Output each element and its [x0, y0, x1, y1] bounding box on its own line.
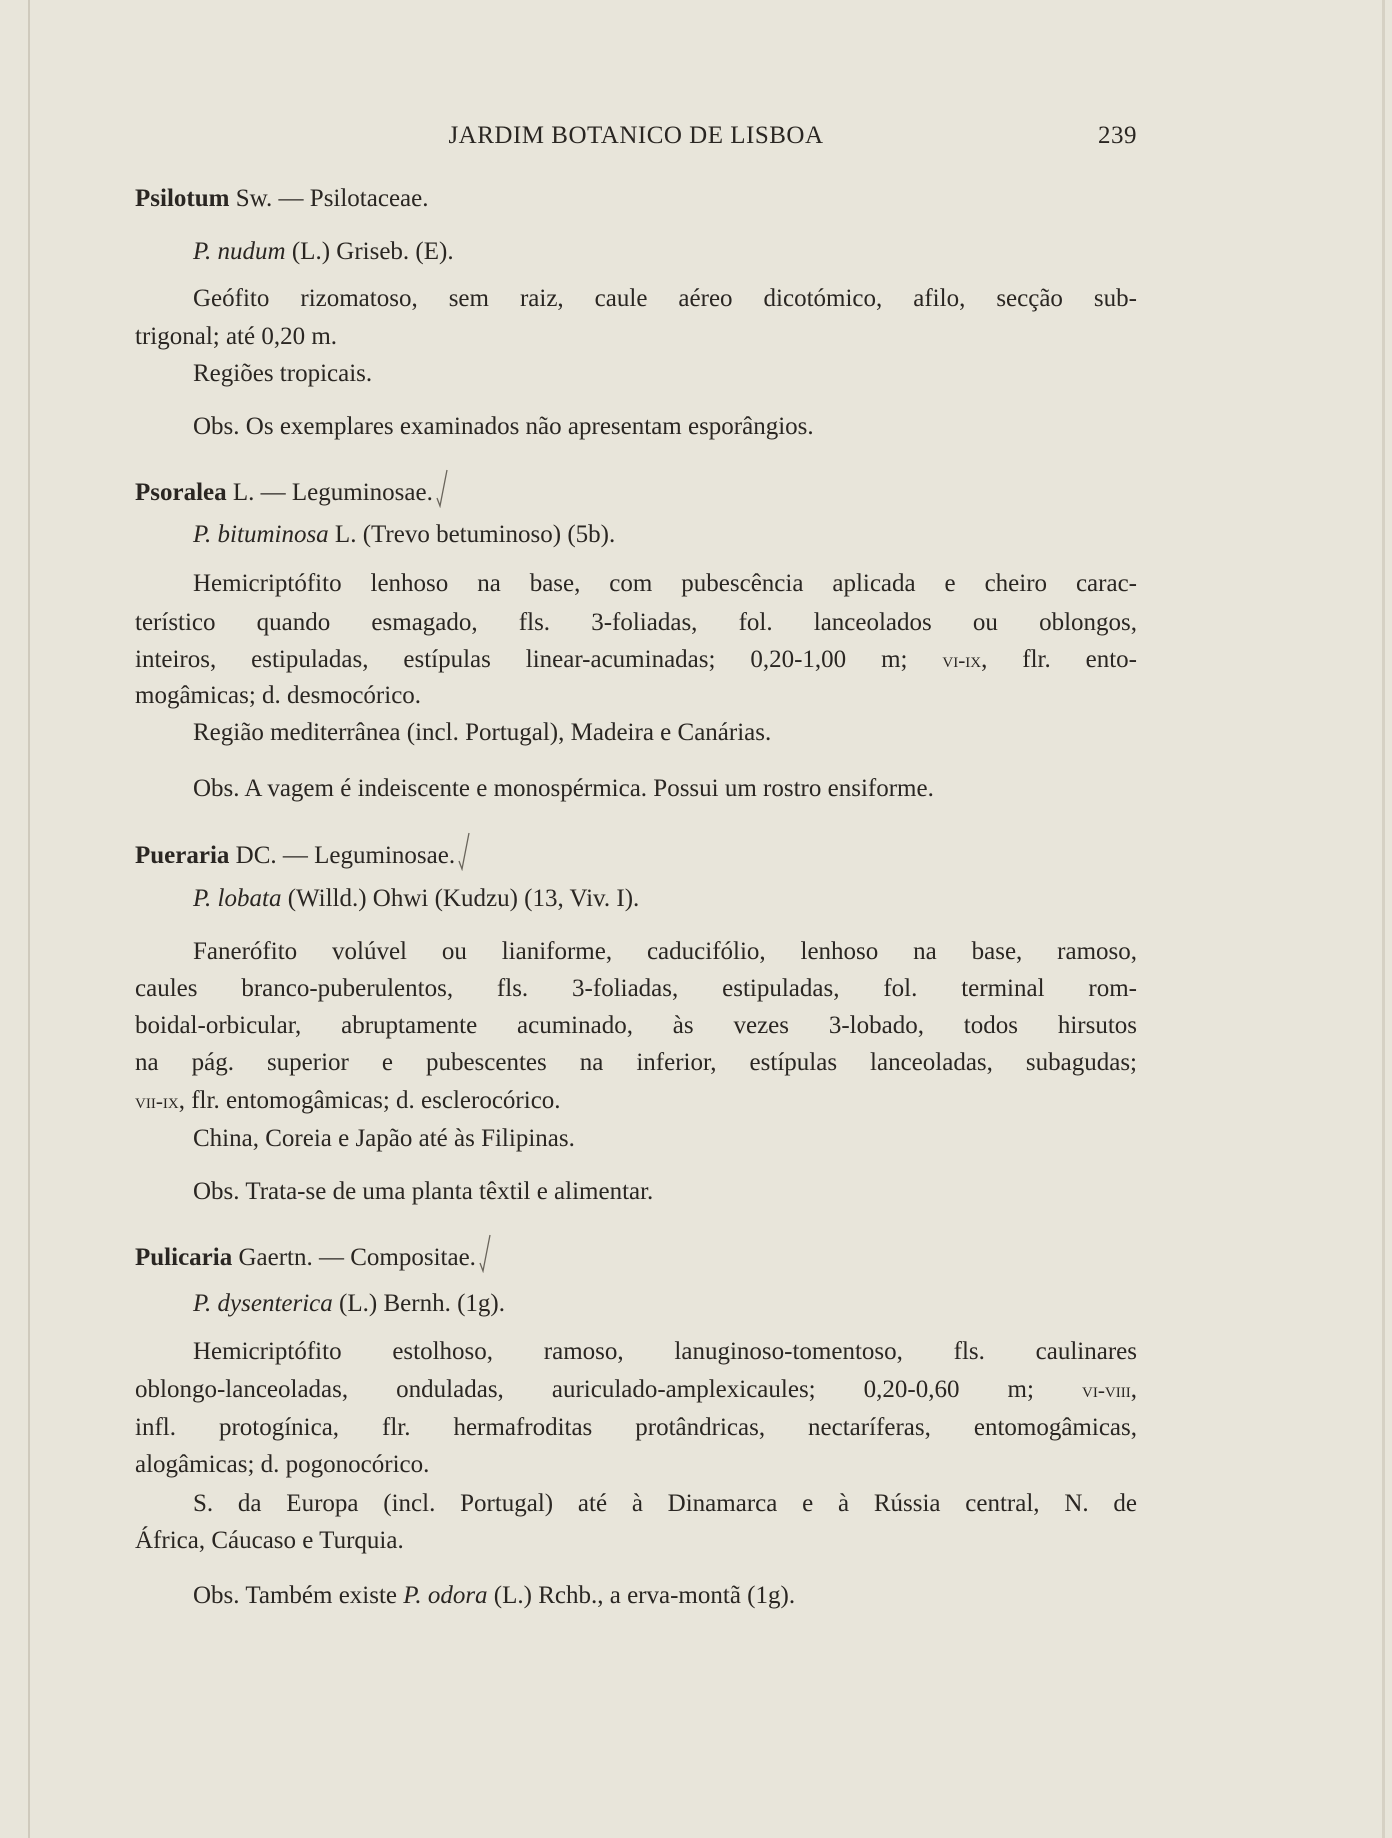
genus-name: Pueraria	[135, 842, 230, 869]
handwritten-checkmark-icon	[457, 831, 471, 871]
text-segment: mogâmicas; d. desmocórico.	[135, 682, 422, 709]
genus-name: Pulicaria	[135, 1244, 233, 1271]
text-segment: Obs. A vagem é indeiscente e monospérmica. Possui um rostro ensiforme.	[193, 775, 934, 802]
text-segment: (L.) Rchb., a erva-montã (1g).	[487, 1582, 796, 1609]
text-line	[135, 1048, 1137, 1078]
text-segment: Sw. — Psilotaceae.	[229, 185, 429, 212]
text-segment: boidal-orbicular, abruptamente acuminado, às vezes 3-lobado, todos hirsutos	[135, 1012, 1137, 1039]
text-segment: Regiões tropicais.	[193, 360, 373, 387]
text-segment: Obs. Trata-se de uma planta têxtil e alimentar.	[193, 1178, 654, 1205]
text-segment: inteiros, estipuladas, estípulas linear-acuminadas; 0,20-1,00 m;	[135, 646, 943, 673]
text-line	[193, 1489, 1137, 1519]
text-line	[135, 645, 1137, 675]
text-line	[193, 1289, 1137, 1319]
text-line	[193, 1177, 1137, 1207]
text-line	[135, 831, 1137, 871]
text-segment: ,	[1130, 1376, 1137, 1403]
text-line	[135, 1413, 1137, 1443]
page-edge-left	[28, 0, 30, 1838]
text-line	[193, 569, 1137, 599]
text-segment: vi-viii	[1082, 1378, 1131, 1402]
text-line	[193, 1337, 1137, 1367]
text-line	[193, 718, 1137, 748]
text-line	[135, 1011, 1137, 1041]
genus-name: Psoralea	[135, 479, 227, 506]
running-title: JARDIM BOTANICO DE LISBOA	[448, 122, 824, 149]
text-segment: na pág. superior e pubescentes na inferior, estípulas lanceoladas, subagudas;	[135, 1049, 1137, 1076]
text-line	[193, 359, 1137, 389]
text-segment: L. (Trevo betuminoso) (5b).	[328, 521, 616, 548]
text-segment: China, Coreia e Japão até às Filipinas.	[193, 1125, 575, 1152]
text-segment: caules branco-puberulentos, fls. 3-foliadas, estipuladas, fol. terminal rom-	[135, 975, 1137, 1002]
text-segment: (L.) Griseb. (E).	[285, 238, 454, 265]
text-line	[193, 237, 1137, 267]
text-line	[135, 184, 1137, 214]
text-segment: terístico quando esmagado, fls. 3-foliadas, fol. lanceolados ou oblongos,	[135, 609, 1137, 636]
text-line	[135, 322, 1137, 352]
text-segment: alogâmicas; d. pogonocórico.	[135, 1451, 430, 1478]
text-segment: Geófito rizomatoso, sem raiz, caule aéreo dicotómico, afilo, secção sub-	[193, 285, 1137, 312]
text-line	[135, 1086, 1137, 1116]
text-segment: Hemicriptófito lenhoso na base, com pubescência aplicada e cheiro carac-	[193, 570, 1137, 597]
text-segment: Gaertn. — Compositae.	[232, 1244, 476, 1271]
text-line	[135, 1375, 1137, 1405]
text-segment: Região mediterrânea (incl. Portugal), Madeira e Canárias.	[193, 719, 772, 746]
text-segment: (Willd.) Ohwi (Kudzu) (13, Viv. I).	[281, 885, 640, 912]
text-segment: vi-ix	[942, 648, 982, 672]
text-segment: oblongo-lanceoladas, onduladas, auriculado-amplexicaules; 0,20-0,60 m;	[135, 1376, 1083, 1403]
species-name: P. bituminosa	[193, 521, 329, 548]
species-name: P. odora	[403, 1582, 488, 1609]
text-segment: Obs. Também existe	[193, 1582, 404, 1609]
text-segment: S. da Europa (incl. Portugal) até à Dinamarca e à Rússia central, N. de	[193, 1490, 1137, 1517]
text-segment: (L.) Bernh. (1g).	[332, 1290, 505, 1317]
handwritten-checkmark-icon	[478, 1233, 492, 1273]
page-edge-right	[1382, 0, 1385, 1838]
text-line	[193, 774, 1137, 804]
text-line	[135, 1450, 1137, 1480]
text-line	[193, 520, 1137, 550]
text-line	[135, 608, 1137, 638]
species-name: P. dysenterica	[193, 1290, 333, 1317]
genus-name: Psilotum	[135, 185, 230, 212]
text-segment: L. — Leguminosae.	[226, 479, 433, 506]
species-name: P. nudum	[193, 238, 286, 265]
text-segment: , flr. ento-	[981, 646, 1137, 673]
text-line	[193, 412, 1137, 442]
running-header	[135, 122, 1137, 154]
text-segment: vii-ix	[135, 1089, 179, 1113]
species-name: P. lobata	[193, 885, 282, 912]
text-line	[193, 937, 1137, 967]
text-segment: Hemicriptófito estolhoso, ramoso, lanuginoso-tomentoso, fls. caulinares	[193, 1338, 1137, 1365]
handwritten-checkmark-icon	[435, 468, 449, 508]
text-segment: infl. protogínica, flr. hermafroditas protândricas, nectaríferas, entomogâmicas,	[135, 1414, 1137, 1441]
text-line	[135, 468, 1137, 508]
text-line	[135, 1233, 1137, 1273]
text-line	[193, 884, 1137, 914]
text-line	[193, 284, 1137, 314]
text-line	[135, 974, 1137, 1004]
text-segment: África, Cáucaso e Turquia.	[135, 1527, 404, 1554]
text-segment: Fanerófito volúvel ou lianiforme, caducifólio, lenhoso na base, ramoso,	[193, 938, 1137, 965]
page-number: 239	[1098, 122, 1137, 149]
text-segment: Obs. Os exemplares examinados não apresentam esporângios.	[193, 413, 814, 440]
text-segment: DC. — Leguminosae.	[229, 842, 456, 869]
text-line	[193, 1581, 1137, 1611]
text-line	[135, 681, 1137, 711]
text-segment: trigonal; até 0,20 m.	[135, 323, 338, 350]
text-line	[135, 1526, 1137, 1556]
text-line	[193, 1124, 1137, 1154]
text-segment: , flr. entomogâmicas; d. esclerocórico.	[178, 1087, 561, 1114]
